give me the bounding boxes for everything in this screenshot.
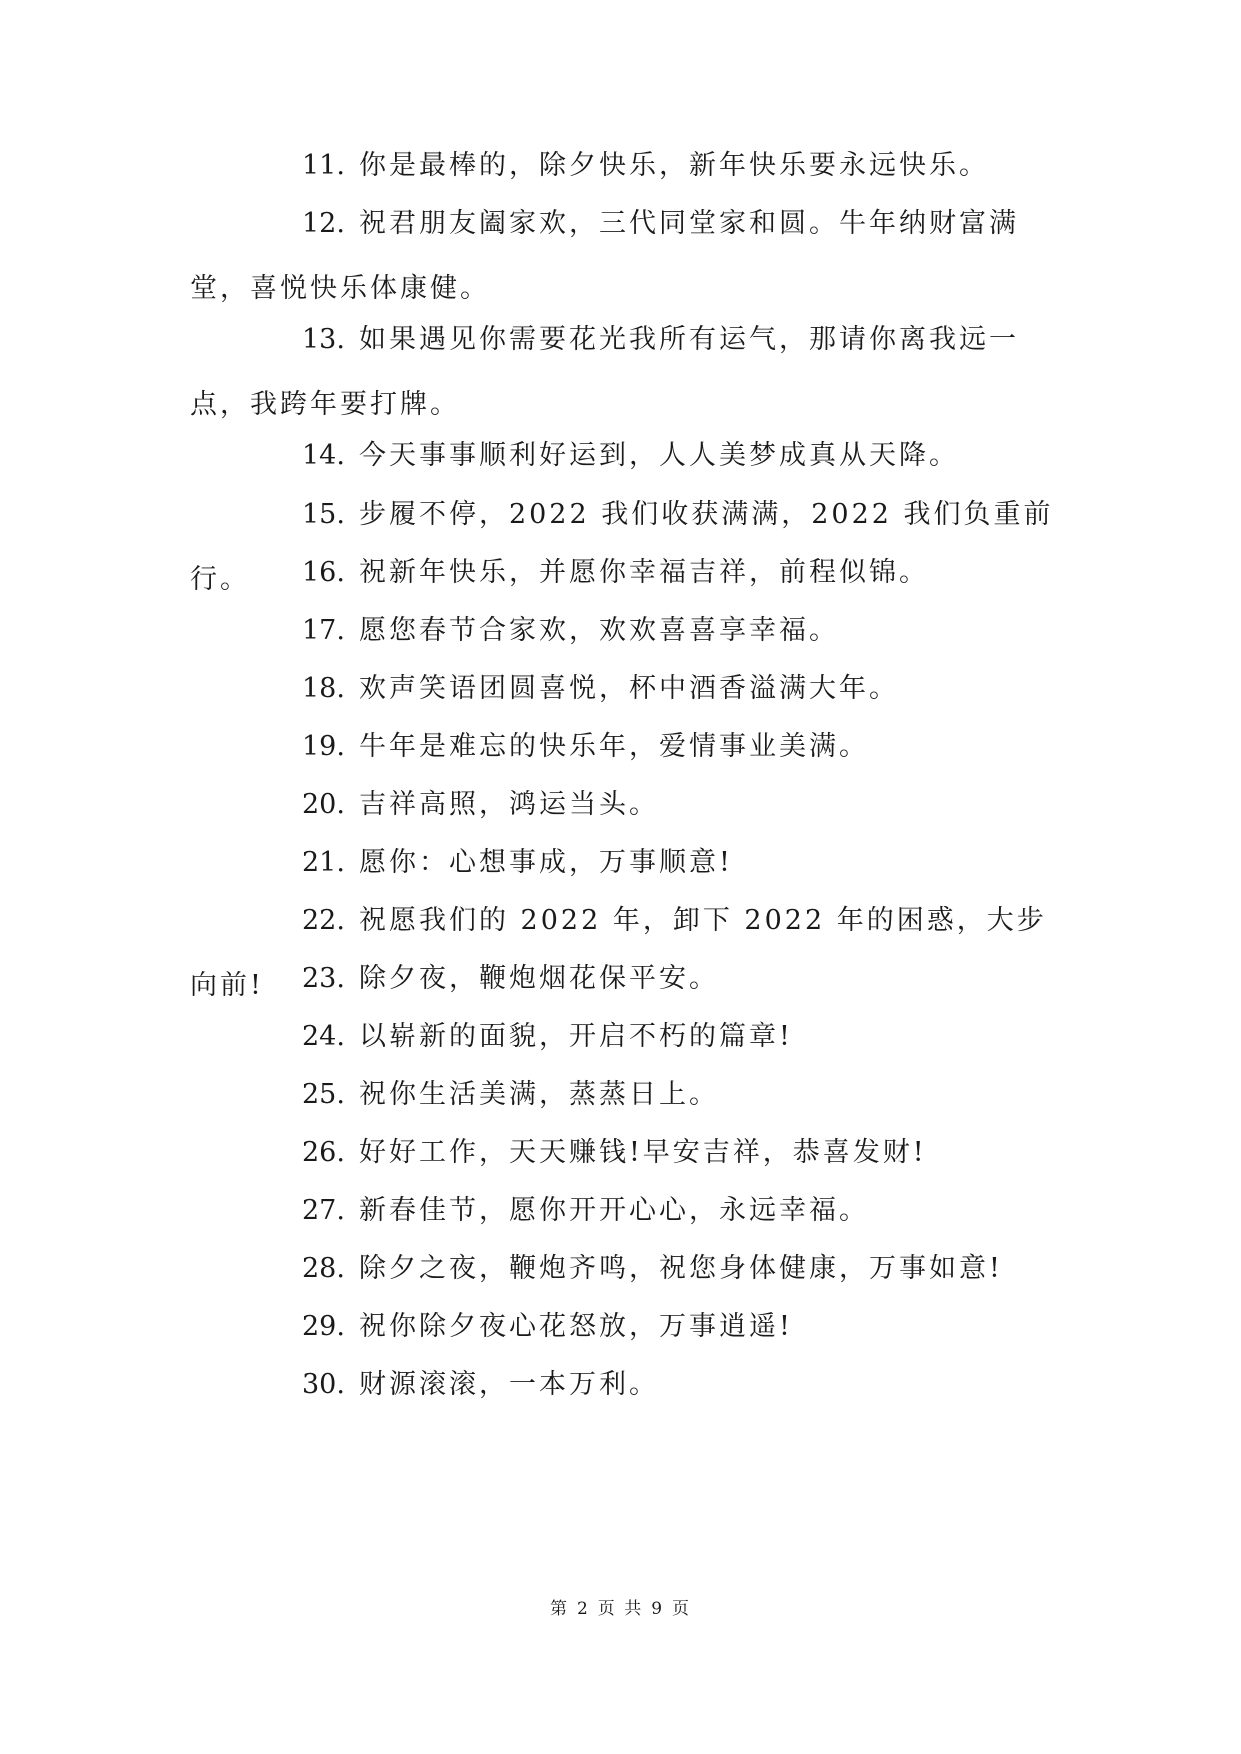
item-number: 11. <box>302 150 345 181</box>
item-number: 21. <box>302 847 345 878</box>
item-number: 25. <box>302 1079 345 1110</box>
item-text: 欢声笑语团圆喜悦，杯中酒香溢满大年。 <box>358 673 899 704</box>
item-number: 15. <box>302 499 345 530</box>
list-item <box>190 830 1060 895</box>
item-number: 20. <box>302 789 345 820</box>
footer-suffix: 页 <box>672 1599 692 1619</box>
list-item <box>190 1352 1060 1417</box>
item-text: 步履不停，2022 我们收获满满，2022 我们负重前行。 <box>190 499 1054 595</box>
list-item <box>190 1004 1060 1069</box>
list-item <box>190 946 1060 1011</box>
footer-current-page: 2 <box>576 1599 590 1619</box>
item-text: 愿你：心想事成，万事顺意! <box>358 847 733 878</box>
item-number: 30. <box>302 1369 345 1400</box>
list-item <box>190 656 1060 721</box>
list-item <box>190 307 1060 437</box>
item-text: 以崭新的面貌，开启不朽的篇章! <box>358 1021 793 1052</box>
item-number: 13. <box>302 324 345 355</box>
list-item <box>190 1062 1060 1127</box>
item-number: 24. <box>302 1021 345 1052</box>
footer-prefix: 第 <box>549 1599 569 1619</box>
item-number: 14. <box>302 440 345 471</box>
list-item <box>190 423 1060 488</box>
list-item <box>190 1120 1060 1185</box>
list-item <box>190 1178 1060 1243</box>
item-number: 27. <box>302 1195 345 1226</box>
item-text: 祝新年快乐，并愿你幸福吉祥，前程似锦。 <box>358 557 929 588</box>
item-text: 你是最棒的，除夕快乐，新年快乐要永远快乐。 <box>358 150 989 181</box>
item-text: 祝你除夕夜心花怒放，万事逍遥! <box>358 1311 793 1342</box>
item-text: 除夕夜，鞭炮烟花保平安。 <box>358 963 719 994</box>
item-number: 26. <box>302 1137 345 1168</box>
item-number: 28. <box>302 1253 345 1284</box>
item-text: 除夕之夜，鞭炮齐鸣，祝您身体健康，万事如意! <box>358 1253 1003 1284</box>
list-item <box>190 772 1060 837</box>
item-text: 祝君朋友阖家欢，三代同堂家和圆。牛年纳财富满堂，喜悦快乐体康健。 <box>190 208 1019 304</box>
item-number: 19. <box>302 731 345 762</box>
item-text: 愿您春节合家欢，欢欢喜喜享幸福。 <box>358 615 839 646</box>
list-item <box>190 1294 1060 1359</box>
item-text: 祝你生活美满，蒸蒸日上。 <box>358 1079 719 1110</box>
item-text: 如果遇见你需要花光我所有运气，那请你离我远一点，我跨年要打牌。 <box>190 324 1019 420</box>
item-text: 好好工作，天天赚钱!早安吉祥，恭喜发财! <box>358 1137 927 1168</box>
item-text: 吉祥高照，鸿运当头。 <box>358 789 659 820</box>
list-item <box>190 191 1060 321</box>
item-text: 祝愿我们的 2022 年，卸下 2022 年的困惑，大步向前! <box>190 905 1047 1001</box>
item-number: 18. <box>302 673 345 704</box>
page-footer <box>0 1594 1241 1619</box>
list-item <box>190 1236 1060 1301</box>
item-text: 新春佳节，愿你开开心心，永远幸福。 <box>358 1195 869 1226</box>
item-number: 29. <box>302 1311 345 1342</box>
item-text: 财源滚滚，一本万利。 <box>358 1369 659 1400</box>
footer-middle: 页 共 <box>597 1599 644 1619</box>
list-item <box>190 540 1060 605</box>
list-item <box>190 714 1060 779</box>
list-item <box>190 598 1060 663</box>
item-text: 牛年是难忘的快乐年，爱情事业美满。 <box>358 731 869 762</box>
item-text: 今天事事顺利好运到，人人美梦成真从天降。 <box>358 440 959 471</box>
item-number: 23. <box>302 963 345 994</box>
item-number: 22. <box>302 905 345 936</box>
footer-total-pages: 9 <box>651 1599 665 1619</box>
list-item <box>190 133 1060 198</box>
item-number: 17. <box>302 615 345 646</box>
item-number: 16. <box>302 557 345 588</box>
item-number: 12. <box>302 208 345 239</box>
